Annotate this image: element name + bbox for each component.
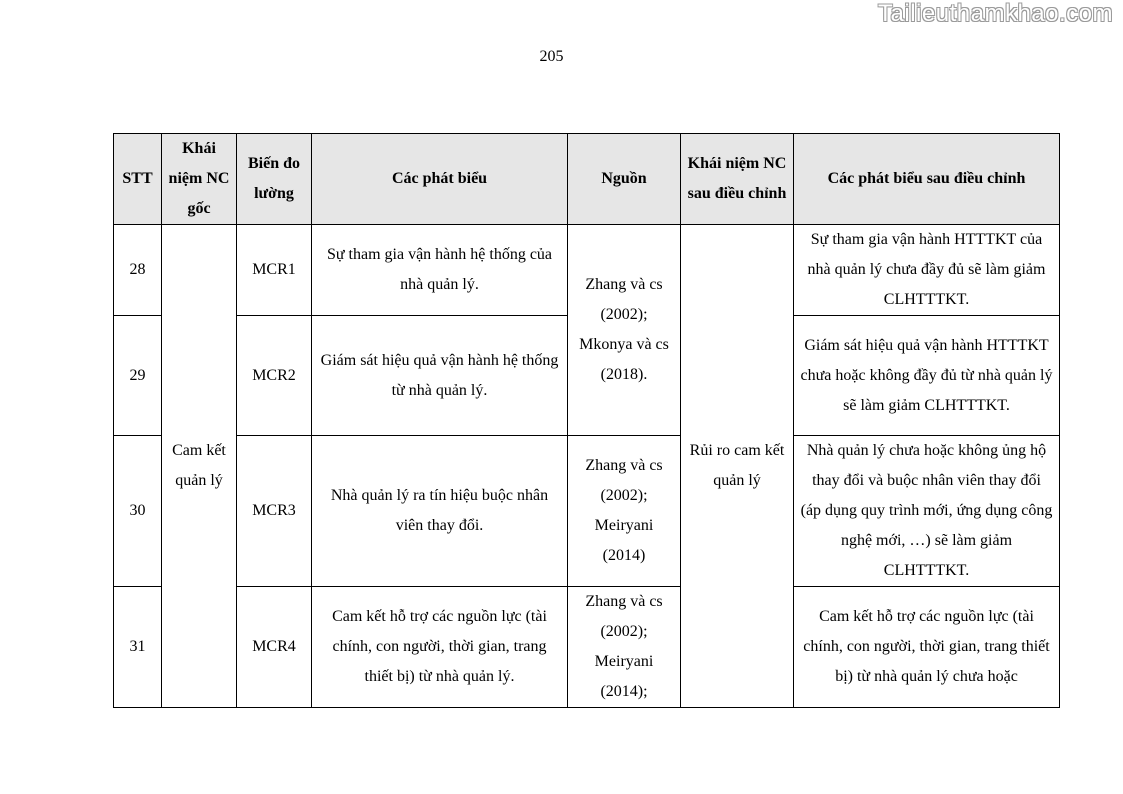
watermark: Tailieuthamkhao.com <box>878 0 1113 27</box>
row-stt: 28 <box>114 225 162 316</box>
statements-table <box>113 133 1060 708</box>
row-statement: Sự tham gia vận hành hệ thống của nhà quản lý. <box>312 225 568 316</box>
original-concept-cell: Cam kết quản lý <box>162 225 237 708</box>
row-adjusted-statement: Cam kết hỗ trợ các nguồn lực (tài chính, con người, thời gian, trang thiết bị) từ nhà quản lý chưa hoặc <box>794 587 1060 708</box>
row-adjusted-statement: Sự tham gia vận hành HTTTKT của nhà quản lý chưa đầy đủ sẽ làm giảm CLHTTTKT. <box>794 225 1060 316</box>
header-stt: STT <box>114 134 162 225</box>
row-code: MCR4 <box>237 587 312 708</box>
source-cell: Zhang và cs (2002); Meiryani (2014) <box>568 436 681 587</box>
row-stt: 29 <box>114 316 162 436</box>
row-adjusted-statement: Giám sát hiệu quả vận hành HTTTKT chưa hoặc không đầy đủ từ nhà quản lý sẽ làm giảm CLHTTTKT. <box>794 316 1060 436</box>
row-code: MCR1 <box>237 225 312 316</box>
header-source: Nguồn <box>568 134 681 225</box>
header-adjusted-concept: Khái niệm NC sau điều chỉnh <box>681 134 794 225</box>
table-row <box>114 587 1060 708</box>
table-row <box>114 436 1060 587</box>
row-statement: Giám sát hiệu quả vận hành hệ thống từ nhà quản lý. <box>312 316 568 436</box>
header-original-concept: Khái niệm NC gốc <box>162 134 237 225</box>
page-number: 205 <box>539 48 564 65</box>
row-statement: Cam kết hỗ trợ các nguồn lực (tài chính, con người, thời gian, trang thiết bị) từ nhà quản lý. <box>312 587 568 708</box>
table-header-row <box>114 134 1060 225</box>
row-code: MCR2 <box>237 316 312 436</box>
adjusted-concept-cell: Rủi ro cam kết quản lý <box>681 225 794 708</box>
row-adjusted-statement: Nhà quản lý chưa hoặc không ủng hộ thay đổi và buộc nhân viên thay đổi (áp dụng quy trình mới, ứng dụng công nghệ mới, …) sẽ làm giảm CLHTTTKT. <box>794 436 1060 587</box>
header-statements: Các phát biểu <box>312 134 568 225</box>
source-cell: Zhang và cs (2002); Meiryani (2014); <box>568 587 681 708</box>
header-measure: Biến đo lường <box>237 134 312 225</box>
row-stt: 30 <box>114 436 162 587</box>
source-cell: Zhang và cs (2002); Mkonya và cs (2018). <box>568 225 681 436</box>
table-row <box>114 225 1060 316</box>
row-stt: 31 <box>114 587 162 708</box>
row-code: MCR3 <box>237 436 312 587</box>
row-statement: Nhà quản lý ra tín hiệu buộc nhân viên thay đổi. <box>312 436 568 587</box>
header-adjusted-statements: Các phát biểu sau điều chỉnh <box>794 134 1060 225</box>
